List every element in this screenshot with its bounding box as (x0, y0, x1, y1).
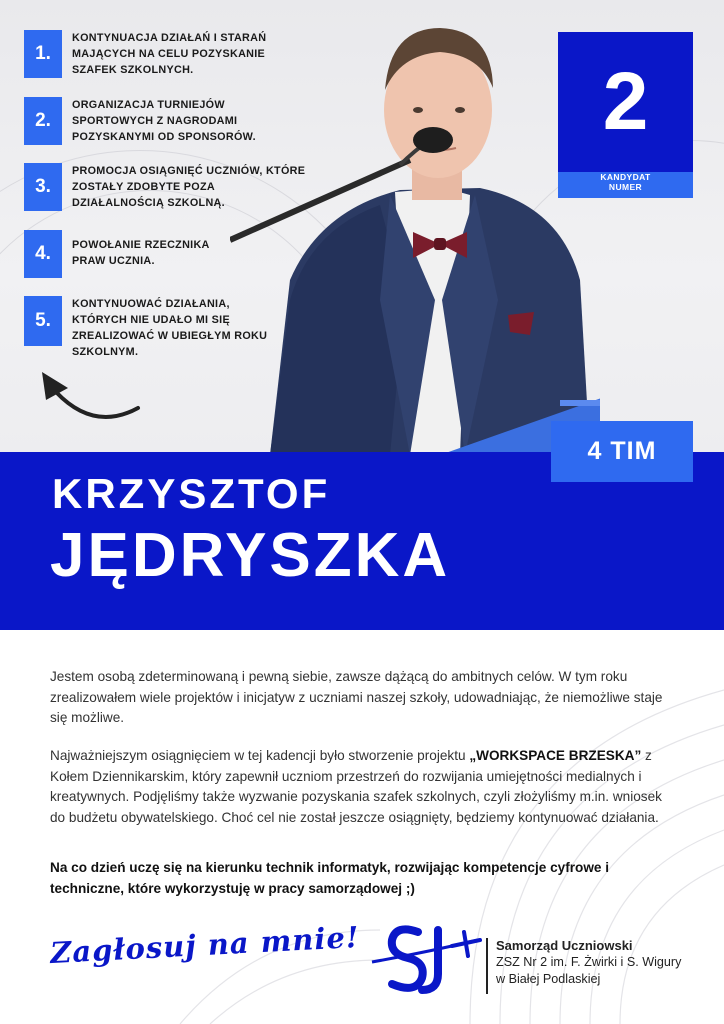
program-number-box: 3. (24, 163, 62, 211)
bio-paragraph-2 (50, 746, 680, 828)
program-text: KONTYNUACJA DZIAŁAŃ I STARAŃ MAJĄCYCH NA CELU POZYSKANIE SZAFEK SZKOLNYCH. (72, 32, 267, 76)
program-text: KONTYNUOWAĆ DZIAŁANIA, KTÓRYCH NIE UDAŁO MI SIĘ ZREALIZOWAĆ W UBIEGŁYM ROKU SZKOLNYM. (72, 298, 268, 358)
organization-info (496, 937, 681, 988)
candidate-number: 2 (602, 56, 649, 147)
program-number-box: 1. (24, 30, 62, 78)
program-text: ORGANIZACJA TURNIEJÓW SPORTOWYCH Z NAGRODAMI POZYSKANYMI OD SPONSORÓW. (72, 99, 256, 143)
org-school: ZSZ Nr 2 im. F. Żwirki i S. Wigury (496, 955, 682, 969)
candidate-number-label-line1: KANDYDAT (600, 172, 651, 182)
org-divider (486, 938, 488, 994)
candidate-number-label-line2: NUMER (608, 182, 643, 192)
class-badge: 4 TIM (551, 421, 693, 482)
candidate-number-label (558, 172, 693, 192)
program-text: POWOŁANIE RZECZNIKA PRAW UCZNIA. (72, 239, 210, 267)
org-name: Samorząd Uczniowski (496, 938, 633, 953)
bio-paragraph-3: Na co dzień uczę się na kierunku technik informatyk, rozwijając kompetencje cyfrowe i techniczne, które wykorzystuję w pracy samorządowej ;) (50, 860, 610, 896)
school-council-logo (368, 918, 486, 998)
program-text: PROMOCJA OSIĄGNIĘĆ UCZNIÓW, KTÓRE ZOSTAŁY ZDOBYTE POZA DZIAŁALNOŚCIĄ SZKOLNĄ. (72, 165, 306, 209)
org-city: w Białej Podlaskiej (496, 972, 601, 986)
vote-slogan: Zagłosuj na mnie! (49, 919, 361, 971)
bio-paragraph-2-text: Najważniejszym osiągnięciem w tej kadencji było stworzenie projektu (50, 748, 470, 763)
program-number-box: 2. (24, 97, 62, 145)
bio-paragraph-2-text-end: z Kołem Dziennikarskim, który zapewnił uczniom przestrzeń do rozwijania umiejętności medialnych i kreatywnych. Podjęliśmy także wyzwanie pozyskania szafek szkolnych, czyli złożyliśmy m.in. wniosek do budżetu obywatelskiego. Choć cel nie został jeszcze osiągnięty, będziemy kontynuować działania. (50, 748, 662, 825)
curved-arrow-icon (34, 360, 144, 430)
hero-section (0, 0, 724, 455)
program-number-box: 4. (24, 230, 62, 278)
candidate-first-name: KRZYSZTOF (52, 470, 331, 517)
program-number-box: 5. (24, 296, 62, 346)
candidate-last-name: JĘDRYSZKA (50, 521, 451, 590)
candidate-number-card (558, 32, 693, 198)
project-name: „WORKSPACE BRZESKA” (469, 748, 642, 763)
bio-paragraph-1: Jestem osobą zdeterminowaną i pewną siebie, zawsze dążącą do ambitnych celów. W tym roku zrealizowałem wiele projektów i inicjatyw z uczniami naszej szkoły, udowadniając, że niemożliwe staje się możliwe. (50, 669, 663, 725)
